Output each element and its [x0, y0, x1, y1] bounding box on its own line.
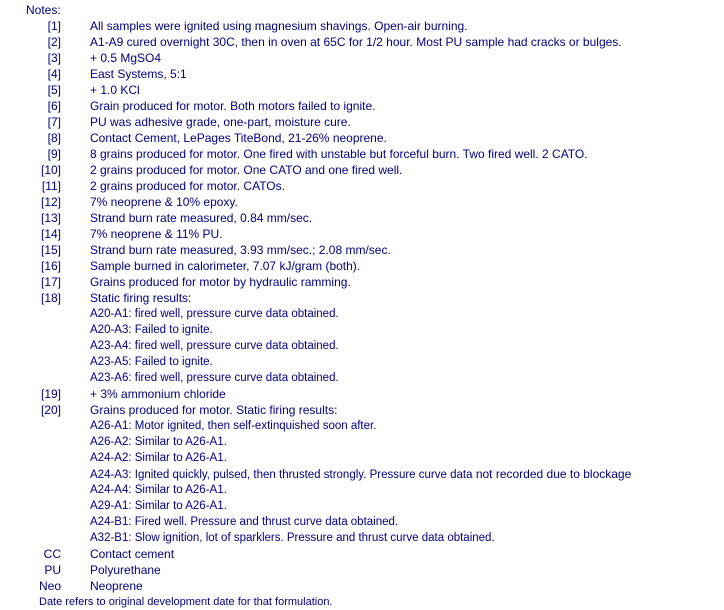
note-text [90, 402, 337, 418]
note-text [90, 562, 161, 578]
note-row [0, 162, 724, 178]
note-subitem [0, 466, 724, 482]
note-text [90, 354, 213, 370]
note-row [0, 146, 724, 162]
note-text-main: + 1.0 KCl [90, 83, 140, 97]
note-key: [9] [47, 147, 61, 161]
note-key: [13] [40, 211, 61, 225]
note-text [90, 130, 387, 146]
note-text [90, 274, 351, 290]
note-key: [19] [40, 387, 61, 401]
note-text [90, 578, 143, 594]
note-text-main: 8 grains produced for motor. One fired with unstable but forceful burn. Two fired well. 2 CATO. [90, 147, 588, 161]
note-key: [14] [40, 227, 61, 241]
note-text-main: A23-A4: fired well, pressure curve data obtained. [90, 340, 339, 352]
note-subitem [0, 306, 724, 322]
note-text [90, 322, 213, 338]
note-subitem [0, 434, 724, 450]
note-text [90, 194, 238, 210]
note-text-main: A24-A4: Similar to A26-A1. [90, 484, 227, 496]
note-text [90, 530, 495, 546]
note-text-main: Grain produced for motor. Both motors failed to ignite. [90, 99, 376, 113]
note-text-main: Contact Cement, LePages TiteBond, 21-26% neoprene. [90, 131, 387, 145]
note-text-main: A23-A6: fired well, pressure curve data obtained. [90, 372, 339, 384]
note-text [90, 482, 227, 498]
note-subitem [0, 450, 724, 466]
note-text-main: PU was adhesive grade, one-part, moisture cure. [90, 115, 351, 129]
note-text-main: A20-A3: Failed to ignite. [90, 324, 213, 336]
note-subitem [0, 530, 724, 546]
note-text [90, 226, 223, 242]
note-text-main: + 0.5 MgSO4 [90, 51, 162, 65]
note-text-tail: not recorded due to blockage [472, 467, 632, 481]
note-row [0, 82, 724, 98]
note-row [0, 98, 724, 114]
note-text [90, 18, 468, 34]
notes-heading: Notes: [26, 3, 61, 17]
note-key: [16] [40, 259, 61, 273]
note-row [0, 290, 724, 306]
note-text [90, 82, 140, 98]
note-row [0, 34, 724, 50]
note-row [0, 274, 724, 290]
note-text-main: Grains produced for motor. Static firing results: [90, 403, 338, 417]
note-text-main: Grains produced for motor by hydraulic ramming. [90, 275, 351, 289]
note-row [0, 578, 724, 594]
note-subitem [0, 418, 724, 434]
note-key: [20] [40, 403, 61, 417]
note-text-main: Neoprene [90, 579, 143, 593]
note-key: Neo [38, 579, 61, 593]
note-text [90, 114, 351, 130]
note-key: [6] [47, 99, 61, 113]
note-key: [7] [47, 115, 61, 129]
note-row [0, 50, 724, 66]
notes-list [0, 18, 724, 594]
note-text-main: East Systems, 5:1 [90, 67, 187, 81]
note-row [0, 386, 724, 402]
note-subitem [0, 322, 724, 338]
note-subitem [0, 338, 724, 354]
note-text [90, 146, 588, 162]
note-text [90, 306, 339, 322]
note-text [90, 418, 376, 434]
note-row [0, 130, 724, 146]
note-text [90, 338, 339, 354]
note-text [90, 546, 174, 562]
note-key: PU [44, 563, 61, 577]
note-subitem [0, 498, 724, 514]
note-text-main: A24-A3: Ignited quickly, pulsed, then thrusted strongly. Pressure curve data [90, 469, 473, 481]
note-row [0, 114, 724, 130]
note-key: [10] [40, 163, 61, 177]
note-key: [4] [47, 67, 61, 81]
note-key: [1] [47, 19, 61, 33]
note-key: [8] [47, 131, 61, 145]
note-text-main: A32-B1: Slow ignition, lot of sparklers. Pressure and thrust curve data obtained. [90, 532, 495, 544]
footer-note: Date refers to original development date for that formulation. [39, 596, 333, 608]
note-text-main: 2 grains produced for motor. One CATO and one fired well. [90, 163, 403, 177]
note-text-main: 2 grains produced for motor. CATOs. [90, 179, 285, 193]
note-text-main: All samples were ignited using magnesium shavings. Open-air burning. [90, 19, 468, 33]
note-subitem [0, 354, 724, 370]
note-text [90, 498, 227, 514]
note-row [0, 258, 724, 274]
note-text-main: A1-A9 cured overnight 30C, then in oven at 65C for 1/2 hour. Most PU sample had cracks or bulges. [90, 35, 622, 49]
note-text [90, 450, 227, 466]
note-text-main: A24-A2: Similar to A26-A1. [90, 452, 227, 464]
note-row [0, 210, 724, 226]
note-text-main: Sample burned in calorimeter, 7.07 kJ/gram (both). [90, 259, 361, 273]
note-text-main: A20-A1: fired well, pressure curve data obtained. [90, 308, 339, 320]
note-text-main: 7% neoprene & 11% PU. [90, 227, 223, 241]
note-text [90, 34, 622, 50]
note-text [90, 210, 312, 226]
note-text-main: A29-A1: Similar to A26-A1. [90, 500, 227, 512]
note-text-main: A26-A2: Similar to A26-A1. [90, 436, 227, 448]
note-text [90, 242, 391, 258]
note-row [0, 194, 724, 210]
note-row [0, 178, 724, 194]
note-key: [15] [40, 243, 61, 257]
note-text [90, 98, 375, 114]
note-key: [11] [41, 179, 61, 193]
note-text-main: Static firing results: [90, 291, 192, 305]
note-text [90, 66, 187, 82]
note-subitem [0, 482, 724, 498]
note-row [0, 546, 724, 562]
note-row [0, 18, 724, 34]
note-key: [17] [40, 275, 61, 289]
note-text [90, 434, 227, 450]
note-text [90, 50, 161, 66]
note-row [0, 226, 724, 242]
note-key: [2] [47, 35, 61, 49]
note-text-main: A26-A1: Motor ignited, then self-extinquished soon after. [90, 420, 377, 432]
note-text [90, 514, 398, 530]
note-text [90, 178, 285, 194]
note-text-main: Strand burn rate measured, 3.93 mm/sec.; 2.08 mm/sec. [90, 243, 391, 257]
note-row [0, 562, 724, 578]
note-text [90, 466, 631, 483]
note-key: [12] [40, 195, 61, 209]
note-subitem [0, 370, 724, 386]
note-key: [5] [47, 83, 61, 97]
note-text [90, 290, 191, 306]
note-row [0, 402, 724, 418]
note-row [0, 66, 724, 82]
note-text [90, 258, 360, 274]
note-text-main: Contact cement [90, 547, 175, 561]
note-text-main: Strand burn rate measured, 0.84 mm/sec. [90, 211, 313, 225]
note-subitem [0, 514, 724, 530]
note-text [90, 370, 339, 386]
note-text [90, 386, 226, 402]
note-text-main: A24-B1: Fired well. Pressure and thrust curve data obtained. [90, 516, 399, 528]
note-text [90, 162, 402, 178]
note-text-main: + 3% ammonium chloride [90, 387, 226, 401]
note-key: [3] [47, 51, 61, 65]
note-row [0, 242, 724, 258]
note-key: [18] [40, 291, 61, 305]
note-key: CC [43, 547, 61, 561]
note-text-main: A23-A5: Failed to ignite. [90, 356, 213, 368]
note-text-main: 7% neoprene & 10% epoxy. [90, 195, 238, 209]
note-text-main: Polyurethane [90, 563, 161, 577]
